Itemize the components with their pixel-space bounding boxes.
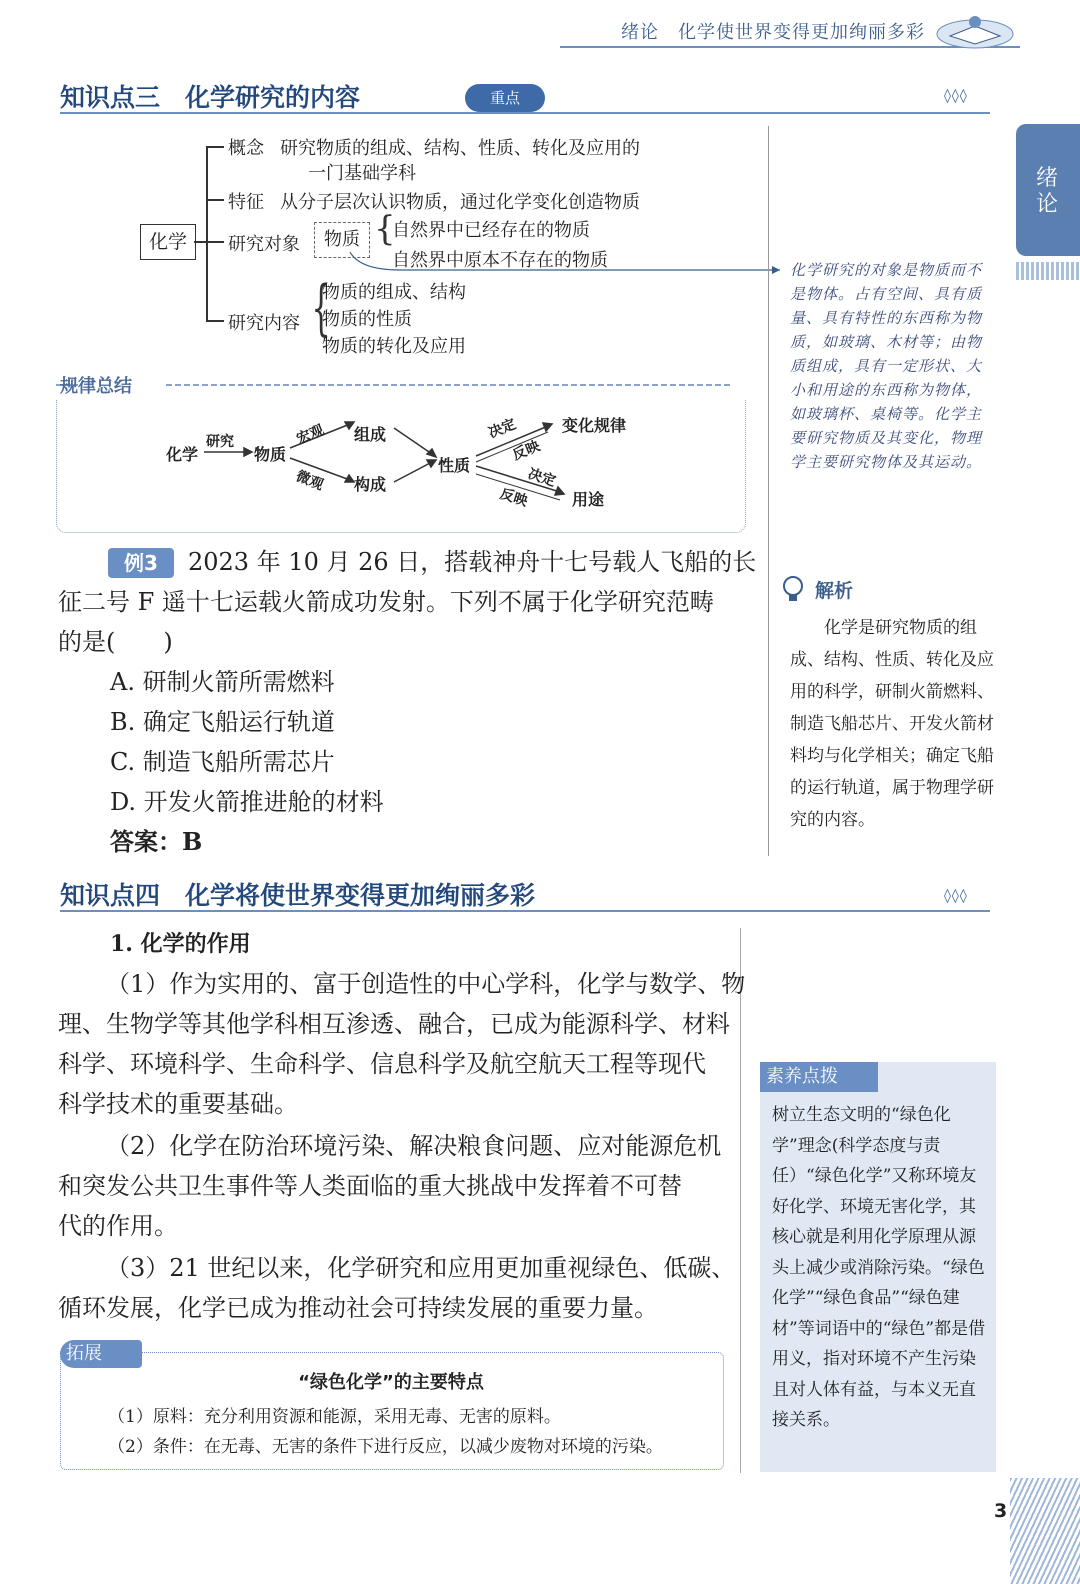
side-note: 化学研究的对象是物质而不是物体。占有空间、具有质量、具有特性的东西称为物质，如玻璃、木材等；由物质组成，具有一定形状、大小和用途的东西称为物体，如玻璃杯、桌椅等。化学主要研究物质及其变化，物理学主要研究物体及其运动。 — [790, 261, 983, 471]
flow-decide2: 决定 — [525, 466, 558, 490]
paragraph-line: 科学技术的重要基础。 — [58, 1090, 298, 1118]
branch-label: 概念 — [228, 138, 264, 159]
option-c[interactable]: C. 制造飞船所需芯片 — [110, 748, 335, 776]
extension-badge: 拓展 — [60, 1340, 142, 1368]
answer: 答案：B — [110, 827, 203, 856]
branch-label: 特征 — [228, 192, 264, 213]
question-line: 的是( ) — [58, 628, 173, 656]
branch-text: 一门基础学科 — [308, 163, 416, 184]
question-line: 征二号 F 遥十七运载火箭成功发射。下列不属于化学研究范畴 — [58, 588, 714, 616]
map-tick — [206, 146, 224, 148]
brace-icon: { — [311, 273, 331, 343]
analysis-text: 化学是研究物质的组成、结构、性质、转化及应用的科学，研制火箭燃料、制造飞船芯片、开发火箭材料均与化学相关；确定飞船的运行轨道，属于物理学研究的内容。 — [790, 618, 994, 830]
page-corner-stripes — [1010, 1478, 1080, 1584]
flow-micro: 微观 — [293, 468, 326, 494]
flow-macro: 宏观 — [294, 422, 327, 448]
map-connector — [194, 241, 206, 243]
object-box: 物质 — [314, 222, 370, 258]
option-d[interactable]: D. 开发火箭推进舱的材料 — [110, 788, 384, 816]
map-tick — [206, 320, 224, 322]
content-sub: 物质的组成、结构 — [322, 282, 466, 303]
paragraph-line: （2）化学在防治环境污染、解决粮食问题、应对能源危机 — [106, 1132, 722, 1160]
flow-use: 用途 — [572, 490, 605, 509]
brace-icon: { — [374, 209, 396, 249]
paragraph-line: （1）作为实用的、富于创造性的中心学科，化学与数学、物 — [106, 970, 746, 998]
map-bracket — [206, 146, 208, 322]
section4-rule — [60, 910, 990, 912]
flow-reflect1: 反映 — [510, 438, 543, 464]
flow-change-law: 变化规律 — [562, 416, 627, 435]
paragraph-line: 循环发展，化学已成为推动社会可持续发展的重要力量。 — [58, 1294, 658, 1322]
map-tick — [206, 241, 224, 243]
flow-composition: 组成 — [354, 425, 387, 444]
column-rule — [740, 928, 741, 1473]
book-logo-icon — [930, 8, 1020, 52]
section3-title: 知识点三 化学研究的内容 — [60, 83, 361, 112]
extension-title: “绿色化学”的主要特点 — [298, 1372, 484, 1393]
branch-label: 研究内容 — [228, 313, 300, 334]
paragraph-line: （3）21 世纪以来，化学研究和应用更加重视绿色、低碳、 — [106, 1254, 736, 1282]
paragraph-line: 和突发公共卫生事件等人类面临的重大挑战中发挥着不可替 — [58, 1172, 682, 1200]
extension-item: （2）条件：在无毒、无害的条件下进行反应，以减少废物对环境的污染。 — [108, 1437, 663, 1457]
paragraph-line: 科学、环境科学、生命科学、信息科学及航空航天工程等现代 — [58, 1050, 706, 1078]
section4-title: 知识点四 化学将使世界变得更加绚丽多彩 — [60, 881, 536, 910]
lightbulb-icon — [776, 574, 810, 604]
page-number: 3 — [994, 1500, 1008, 1522]
question-line: 2023 年 10 月 26 日，搭载神舟十七号载人飞船的长 — [188, 548, 757, 576]
flow-reflect2: 反映 — [497, 486, 530, 510]
concept-root: 化学 — [140, 224, 196, 260]
flow-decide1: 决定 — [486, 416, 519, 442]
content-sub: 物质的转化及应用 — [322, 336, 466, 357]
paragraph-line: 理、生物学等其他学科相互渗透、融合，已成为能源科学、材料 — [58, 1010, 730, 1038]
branch-text: 从分子层次认识物质，通过化学变化创造物质 — [280, 192, 640, 213]
flow-chem: 化学 — [166, 445, 199, 464]
flow-property: 性质 — [438, 456, 471, 475]
option-b[interactable]: B. 确定飞船运行轨道 — [110, 708, 335, 736]
extension-item: （1）原料：充分利用资源和能源，采用无毒、无害的原料。 — [108, 1407, 561, 1427]
analysis-title: 解析 — [815, 580, 854, 602]
side-tab-label: 绪论 — [1035, 166, 1058, 217]
object-sub: 自然界中原本不存在的物质 — [392, 250, 608, 271]
note-pointer-arrow — [340, 250, 790, 280]
difficulty-drops: ◊◊◊ — [944, 88, 968, 104]
side-tab-stripe — [1016, 262, 1080, 280]
literacy-text: 树立生态文明的“绿色化学”理念(科学态度与责任）“绿色化学”又称环境友好化学、环境无害化学，其核心就是利用化学原理从源头上减少或消除污染。“绿色化学”“绿色食品”“绿色建材”等词语中的“绿色”都是借用义，指对环境不产生污染且对人体有益，与本义无直接关系。 — [772, 1105, 986, 1430]
literacy-head: 素养点拨 — [760, 1062, 878, 1092]
chapter-title: 绪论 化学使世界变得更加绚丽多彩 — [621, 22, 925, 43]
section3-rule — [60, 112, 990, 114]
difficulty-drops: ◊◊◊ — [944, 888, 968, 904]
object-sub: 自然界中已经存在的物质 — [392, 220, 590, 241]
branch-label: 研究对象 — [228, 234, 300, 255]
content-sub: 物质的性质 — [322, 309, 412, 330]
flow-structure: 构成 — [354, 475, 387, 494]
subsection-title: 1. 化学的作用 — [110, 931, 251, 957]
summary-rule — [166, 384, 732, 386]
flow-matter: 物质 — [254, 445, 287, 464]
note-column-rule — [768, 126, 769, 856]
map-tick — [206, 199, 224, 201]
example-badge: 例3 — [108, 548, 174, 578]
summary-label: 规律总结 — [60, 376, 132, 397]
flow-research: 研究 — [206, 434, 234, 450]
option-a[interactable]: A. 研制火箭所需燃料 — [110, 668, 335, 696]
key-point-badge: 重点 — [465, 84, 545, 112]
paragraph-line: 代的作用。 — [58, 1212, 178, 1240]
branch-text: 研究物质的组成、结构、性质、转化及应用的 — [280, 138, 640, 159]
